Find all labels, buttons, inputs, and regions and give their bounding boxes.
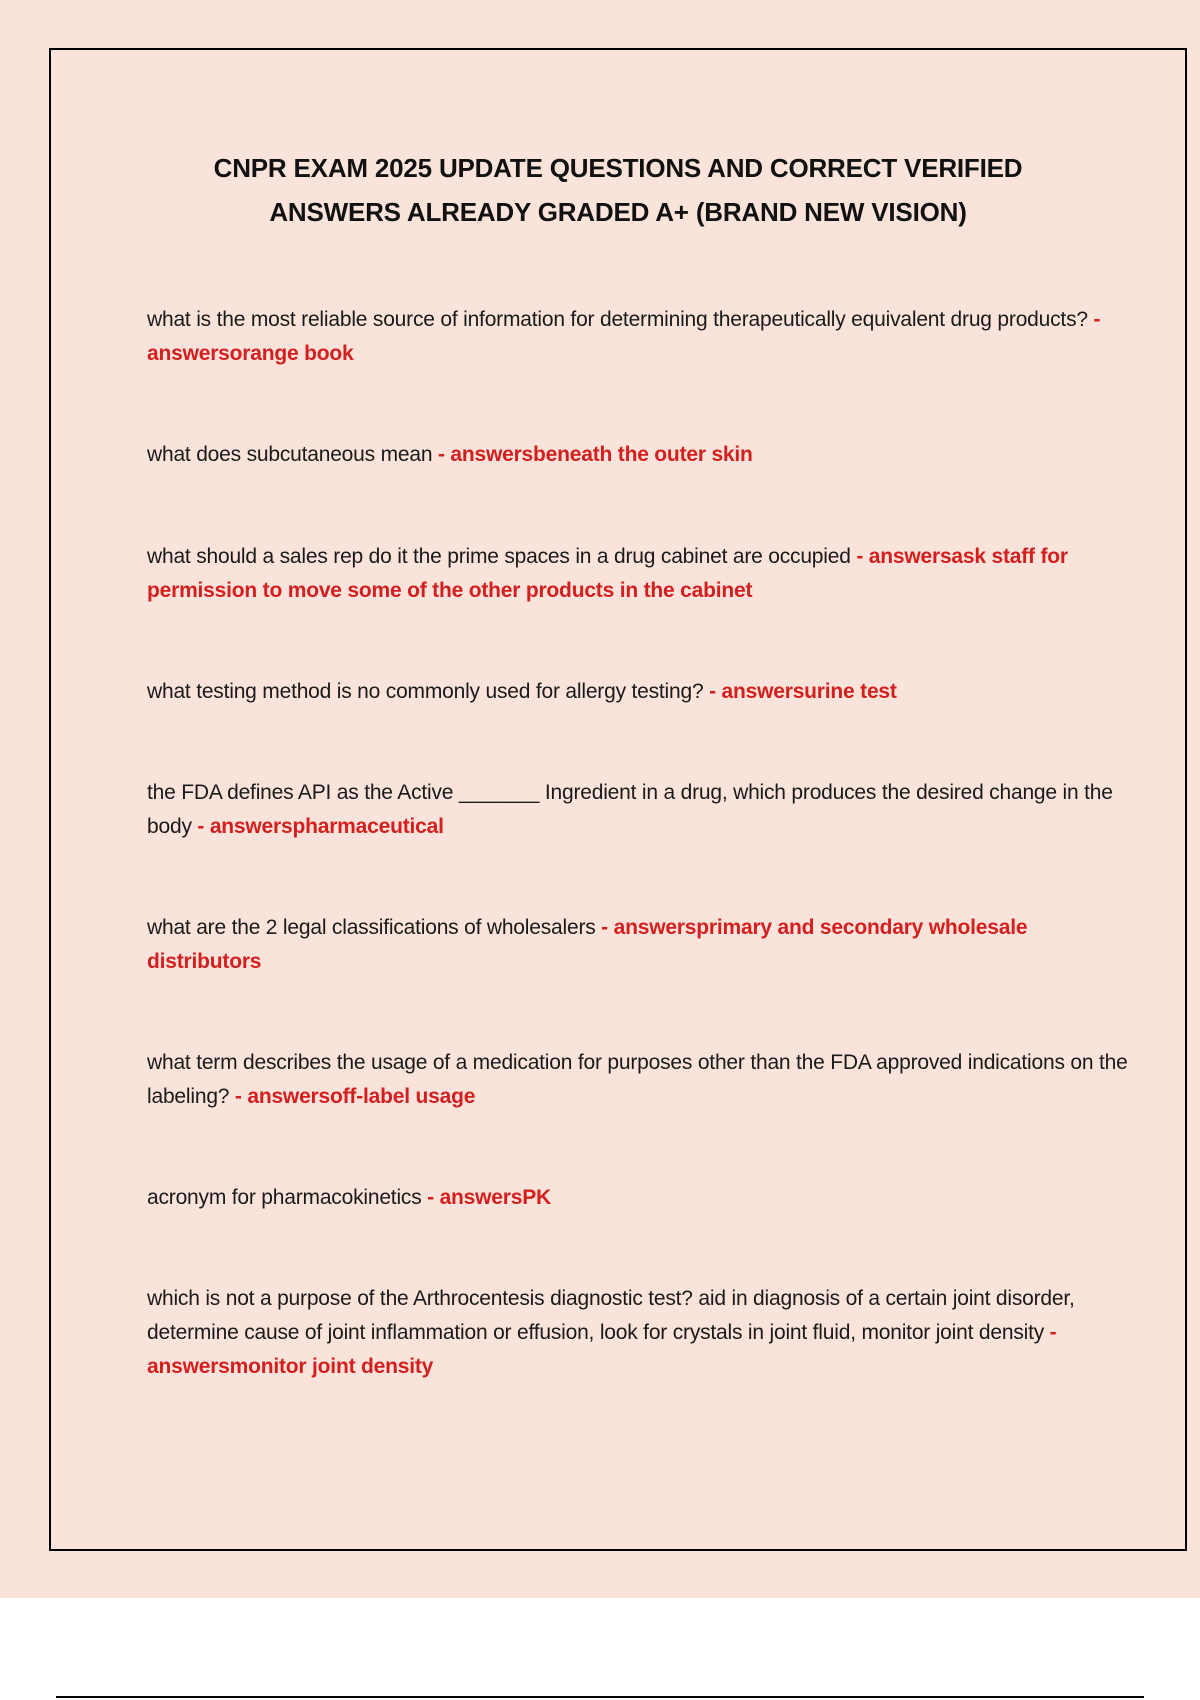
- answer-separator: -: [432, 443, 451, 466]
- footer-divider: [56, 1696, 1144, 1698]
- question-text: what should a sales rep do it the prime spaces in a drug cabinet are occupied: [147, 545, 851, 568]
- question-text: acronym for pharmacokinetics: [147, 1186, 422, 1209]
- question-text: the FDA defines API as the Active _______ Ingredient in a drug, which produces the desired change in the body: [147, 781, 1113, 838]
- qa-item-7: [147, 1046, 1137, 1114]
- question-text: what does subcutaneous mean: [147, 443, 433, 466]
- question-text: which is not a purpose of the Arthrocentesis diagnostic test? aid in diagnosis of a certain joint disorder, determine cause of joint inflammation or effusion, look for crystals in joint fluid, monitor joint density: [147, 1287, 1075, 1344]
- answer-text: answersbeneath the outer skin: [450, 443, 753, 466]
- qa-item-2: [147, 438, 1137, 472]
- answer-text: answersask staff for permission to move some of the other products in the cabinet: [147, 545, 1068, 602]
- qa-item-8: [147, 1181, 1137, 1215]
- answer-separator: -: [850, 545, 869, 568]
- answer-text: answerspharmaceutical: [209, 815, 444, 838]
- answer-separator: -: [191, 815, 210, 838]
- qa-item-5: [147, 776, 1137, 844]
- answer-text: answersoff-label usage: [247, 1085, 476, 1108]
- qa-item-3: [147, 540, 1137, 608]
- answer-separator: -: [595, 916, 614, 939]
- answer-separator: -: [1044, 1321, 1057, 1344]
- answer-separator: -: [421, 1186, 440, 1209]
- answer-text: answersmonitor joint density: [147, 1355, 434, 1378]
- question-text: what are the 2 legal classifications of wholesalers: [147, 916, 596, 939]
- answer-separator: -: [1087, 308, 1101, 331]
- title-line-1: CNPR EXAM 2025 UPDATE QUESTIONS AND CORRECT VERIFIED: [213, 153, 1023, 183]
- answer-text: answersorange book: [147, 342, 354, 365]
- answer-separator: -: [703, 680, 722, 703]
- answer-text: answersurine test: [721, 680, 897, 703]
- answer-separator: -: [229, 1085, 248, 1108]
- question-text: what is the most reliable source of information for determining therapeutically equivalent drug products?: [147, 308, 1088, 331]
- answer-text: answersprimary and secondary wholesale distributors: [147, 916, 1028, 973]
- qa-item-6: [147, 911, 1137, 979]
- answer-text: answersPK: [439, 1186, 552, 1209]
- document-title: [51, 146, 1185, 234]
- qa-item-4: [147, 675, 1137, 709]
- title-line-2: ANSWERS ALREADY GRADED A+ (BRAND NEW VISION): [269, 197, 967, 227]
- page-border-frame: [49, 48, 1187, 1551]
- qa-item-9: [147, 1282, 1137, 1384]
- question-text: what testing method is no commonly used for allergy testing?: [147, 680, 704, 703]
- question-text: what term describes the usage of a medication for purposes other than the FDA approved indications on the labeling?: [147, 1051, 1128, 1108]
- qa-item-1: [147, 303, 1137, 371]
